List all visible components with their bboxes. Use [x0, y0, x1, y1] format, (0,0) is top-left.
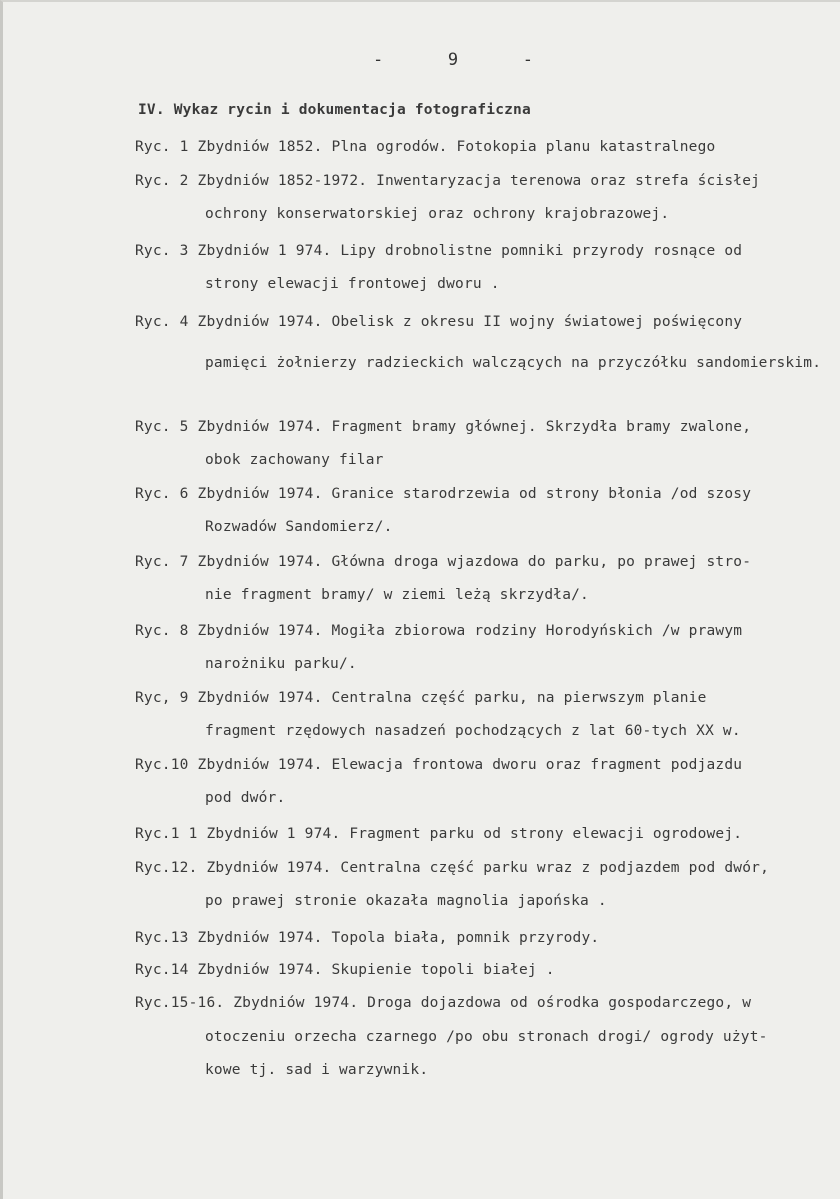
- list-item-continuation: kowe tj. sad i warzywnik.: [205, 1062, 429, 1078]
- list-item: Ryc. 6 Zbydniów 1974. Granice starodrzewia od strony błonia /od szosy: [135, 486, 752, 502]
- list-item: Ryc.15-16. Zbydniów 1974. Droga dojazdowa od ośrodka gospodarczego, w: [135, 995, 752, 1011]
- list-item: Ryc. 2 Zbydniów 1852-1972. Inwentaryzacja terenowa oraz strefa ścisłej: [135, 173, 761, 189]
- list-item-continuation: po prawej stronie okazała magnolia japońska .: [205, 893, 607, 909]
- list-item: Ryc.14 Zbydniów 1974. Skupienie topoli białej .: [135, 962, 555, 978]
- list-item: Ryc. 4 Zbydniów 1974. Obelisk z okresu II wojny światowej poświęcony: [135, 314, 743, 330]
- list-item: Ryc. 3 Zbydniów 1 974. Lipy drobnolistne pomniki przyrody rosnące od: [135, 243, 743, 259]
- list-item: Ryc.13 Zbydniów 1974. Topola biała, pomnik przyrody.: [135, 930, 600, 946]
- list-item-continuation: pamięci żołnierzy radzieckich walczących na przyczółku sandomierskim.: [205, 355, 822, 371]
- list-item: Ryc. 1 Zbydniów 1852. Plna ogrodów. Fotokopia planu katastralnego: [135, 139, 716, 155]
- list-item-continuation: strony elewacji frontowej dworu .: [205, 276, 500, 292]
- page-number-right-dash: -: [522, 50, 533, 70]
- list-item-continuation: ochrony konserwatorskiej oraz ochrony krajobrazowej.: [205, 206, 670, 222]
- list-item-continuation: narożniku parku/.: [205, 656, 357, 672]
- list-item: Ryc.1 1 Zbydniów 1 974. Fragment parku od strony elewacji ogrodowej.: [135, 826, 743, 842]
- list-item: Ryc, 9 Zbydniów 1974. Centralna część parku, na pierwszym planie: [135, 690, 707, 706]
- section-heading: IV. Wykaz rycin i dokumentacja fotograficzna: [138, 102, 531, 118]
- page-number-left-dash: -: [373, 50, 384, 70]
- page-number-value: 9: [447, 50, 459, 70]
- list-item-continuation: Rozwadów Sandomierz/.: [205, 519, 393, 535]
- list-item-continuation: otoczeniu orzecha czarnego /po obu stronach drogi/ ogrody użyt-: [205, 1029, 768, 1045]
- list-item-continuation: pod dwór.: [205, 790, 286, 806]
- page-number: [373, 50, 533, 70]
- list-item: Ryc. 7 Zbydniów 1974. Główna droga wjazdowa do parku, po prawej stro-: [135, 554, 752, 570]
- list-item-continuation: obok zachowany filar: [205, 452, 384, 468]
- list-item: Ryc.10 Zbydniów 1974. Elewacja frontowa dworu oraz fragment podjazdu: [135, 757, 743, 773]
- list-item: Ryc. 8 Zbydniów 1974. Mogiła zbiorowa rodziny Horodyńskich /w prawym: [135, 623, 743, 639]
- list-item: Ryc. 5 Zbydniów 1974. Fragment bramy głównej. Skrzydła bramy zwalone,: [135, 419, 752, 435]
- list-item-continuation: fragment rzędowych nasadzeń pochodzących z lat 60-tych XX w.: [205, 723, 741, 739]
- list-item: Ryc.12. Zbydniów 1974. Centralna część parku wraz z podjazdem pod dwór,: [135, 860, 770, 876]
- list-item-continuation: nie fragment bramy/ w ziemi leżą skrzydła/.: [205, 587, 589, 603]
